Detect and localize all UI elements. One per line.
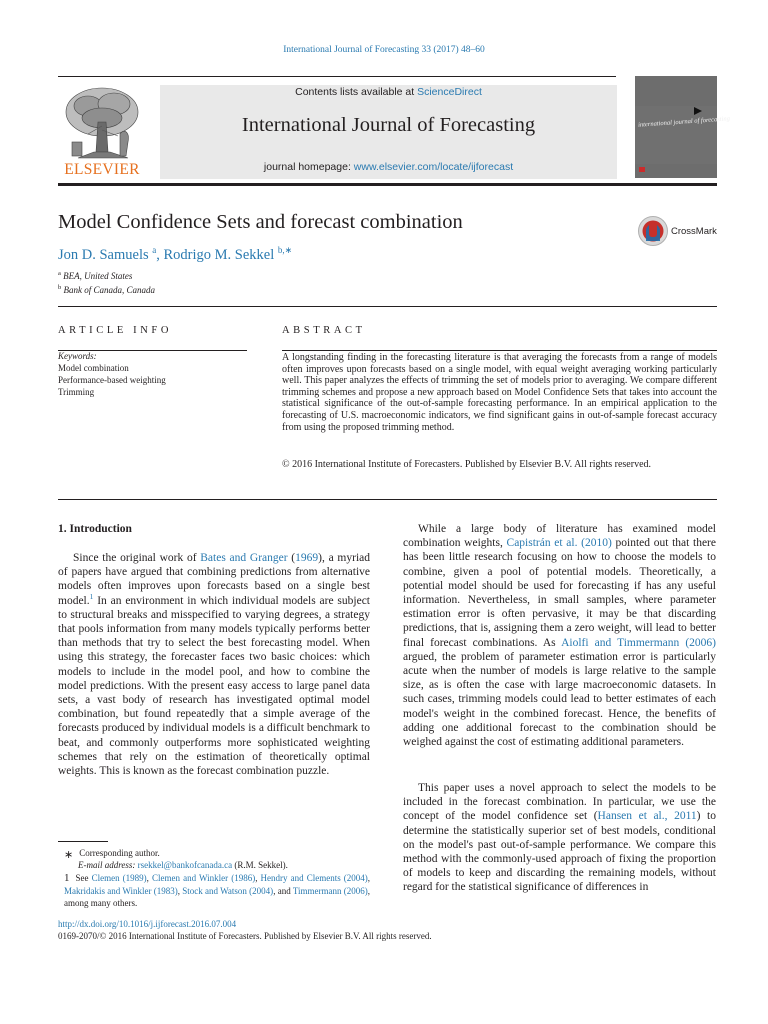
footnote-text: Corresponding author.	[79, 848, 160, 858]
citation-link[interactable]: Clemen (1989)	[91, 873, 147, 883]
elsevier-wordmark[interactable]: ELSEVIER	[64, 161, 140, 178]
homepage-prefix: journal homepage:	[263, 161, 354, 173]
text-run: ,	[255, 873, 261, 883]
abstract-copyright: © 2016 International Institute of Forecasters. Published by Elsevier B.V. All rights reserved.	[282, 459, 652, 470]
keyword: Trimming	[58, 386, 95, 397]
citation-link[interactable]: Timmermann (2006)	[292, 885, 368, 896]
keywords-label: Keywords:	[58, 351, 97, 361]
footnote-mark: ∗	[64, 849, 74, 861]
text-run: While a large body of literature has examined model combination weights,	[403, 523, 716, 550]
article-info-heading: ARTICLE INFO	[58, 325, 173, 336]
keywords-list	[58, 363, 166, 398]
journal-homepage-link[interactable]: www.elsevier.com/locate/ijforecast	[353, 161, 514, 173]
cover-publisher-mark	[639, 167, 645, 172]
sciencedirect-link[interactable]: ScienceDirect	[417, 86, 482, 98]
cover-title: international journal of forecasting	[637, 115, 731, 129]
affiliation-text: Bank of Canada, Canada	[63, 285, 155, 295]
author-list: Jon D. Samuels $^a$, Rodrigo M. Sekkel $^{b,∗}$	[58, 245, 293, 263]
abstract-text: A longstanding finding in the forecasting literature is that averaging the forecasts from a range of models often improves upon forecasts based on a single model, with equal weight averaging working particularly well. This paper analyzes the effects of trimming the set of models prior to averaging. We compare different trimming schemes and propose a new approach based on Model Confidence Sets that takes into account the statistical significance of the out-of-sample forecasting performance. In an empirical application to the forecasting of U.S. macroeconomic indicators, we find significant gains in out-of-sample forecast accuracy from using the proposed trimming method.	[282, 352, 717, 433]
text-run: , and	[273, 885, 293, 896]
citation-link[interactable]: 1969	[295, 552, 319, 564]
body-paragraph	[403, 522, 716, 749]
keyword: Model combination	[58, 363, 129, 373]
author-name[interactable]: Rodrigo M. Sekkel	[163, 246, 275, 263]
citation-link[interactable]: Makridakis and Winkler (1983)	[64, 885, 178, 896]
body-paragraph	[58, 551, 370, 778]
email-link[interactable]: rsekkel@bankofcanada.ca	[137, 860, 233, 870]
text-run: ), a myriad of papers have argued that combining predictions from alternative models often improves upon forecasts based on a single best model.	[58, 552, 370, 607]
footnote-mark: 1	[64, 872, 70, 884]
text-run: This paper uses a novel approach to select the models to be included in the forecast combination. In particular, we use the concept of the model confidence set (	[403, 782, 716, 823]
journal-title: International Journal of Forecasting	[241, 114, 536, 136]
citation-link[interactable]: Clemen and Winkler (1986)	[152, 873, 256, 883]
cover-arrow-icon	[693, 106, 703, 116]
text-run: Since the original work of	[73, 552, 201, 564]
contents-line	[160, 86, 617, 98]
banner-bottom-rule	[58, 183, 717, 186]
text-run: ) to determine the statistically superior set of best models, conditional on the model's past out-of-sample performance. We compare this method with the commonly-used approach of fixing the proportion of models to keep and discarding the remaining models, without regard for the statistical significance of differences in	[403, 810, 716, 894]
affiliation	[58, 284, 155, 295]
citation-link[interactable]: Hendry and Clements (2004)	[260, 873, 368, 883]
text-run: argued, the problem of parameter estimation error is particularly acute when the number of models is large relative to the sample size, as is often the case with large macroeconomic datasets. In such cases, trimming models could lead to better estimates of each model's weight in the combined forecast. Hence, the benefits of adding one additional forecast to the combination should be weighed against the cost of estimating additional parameters.	[403, 650, 716, 749]
divider	[58, 499, 717, 500]
affiliation	[58, 270, 132, 281]
journal-cover-thumbnail[interactable]	[635, 76, 731, 178]
affiliation-text: BEA, United States	[63, 271, 133, 281]
doi-link[interactable]: http://dx.doi.org/10.1016/j.ijforecast.2016.07.004	[58, 919, 237, 929]
journal-reference[interactable]: International Journal of Forecasting 33 (2017) 48–60	[283, 45, 485, 55]
text-run: ,	[146, 873, 152, 883]
text-run: , among many others.	[64, 885, 370, 909]
footnote-1	[64, 872, 370, 910]
text-run: In an environment in which individual models are subject to structural breaks and misspecified to varying degrees, a strategy that pools information from many models typically performs better than methods that try to select the best forecasting model. When using this strategy, the forecaster faces two basic choices: which models to include in the model pool, and how to combine the model predictions. With the present easy access to large panel data sets, a vast body of research has investigated optimal model combination, but found repeatedly that a simple average of the forecasts produced by individual models is a difficult benchmark to beat, and commonly outperforms more sophisticated weighting schemes that rely on the estimation of theoretically optimal weights. This is known as the forecast combination puzzle.	[58, 594, 370, 778]
divider	[58, 306, 717, 307]
email-suffix: (R.M. Sekkel).	[232, 860, 288, 870]
section-heading: 1. Introduction	[58, 523, 132, 535]
email-label: E-mail address:	[78, 860, 136, 870]
divider	[282, 350, 717, 351]
footnote-corresponding	[64, 846, 160, 859]
author-affil-mark[interactable]: b,∗	[277, 245, 293, 255]
cover-band	[635, 106, 731, 164]
citation-link[interactable]: Capistrán et al. (2010)	[506, 537, 612, 550]
footnote-divider	[58, 841, 108, 842]
banner-top-rule	[58, 76, 616, 77]
article-title: Model Confidence Sets and forecast combination	[58, 211, 463, 233]
citation-link[interactable]: Stock and Watson (2004)	[182, 885, 274, 896]
text-run: ,	[177, 885, 183, 896]
text-run: See	[75, 873, 92, 883]
affiliation-mark: b	[58, 284, 62, 291]
author-name[interactable]: Jon D. Samuels	[58, 246, 149, 263]
citation-link[interactable]: Bates and Granger	[200, 552, 288, 564]
homepage-line	[160, 161, 617, 173]
author-affil-mark[interactable]: a	[152, 245, 157, 255]
contents-prefix: Contents lists available at	[295, 86, 418, 98]
citation-link[interactable]: Aiolfi and Timmermann (2006)	[561, 636, 716, 649]
citation-link[interactable]: Hansen et al., 2011	[597, 810, 697, 823]
issn-copyright: 0169-2070/© 2016 International Institute of Forecasters. Published by Elsevier B.V. All rights reserved.	[58, 931, 432, 941]
footnote-email	[78, 860, 288, 870]
keyword: Performance-based weighting	[58, 374, 166, 385]
text-run: ,	[367, 873, 371, 883]
text-run: (	[287, 552, 296, 564]
affiliation-mark: a	[58, 270, 61, 277]
text-run: pointed out that there has been little research focusing on how to choose the models to combine, given a pool of potential models. Theoretically, a potential model should be used for forecasting if has any useful information. Nevertheless, in small samples, where parameter estimation error is often pervasive, it may be that discarding predictions, that is, assigning them a zero weight, will lead to better final forecast combinations. As	[403, 537, 716, 649]
body-paragraph	[403, 781, 716, 895]
crossmark-label[interactable]: CrossMark	[671, 226, 717, 237]
abstract-heading: ABSTRACT	[282, 325, 366, 336]
footnote-ref[interactable]: 1	[89, 591, 94, 601]
